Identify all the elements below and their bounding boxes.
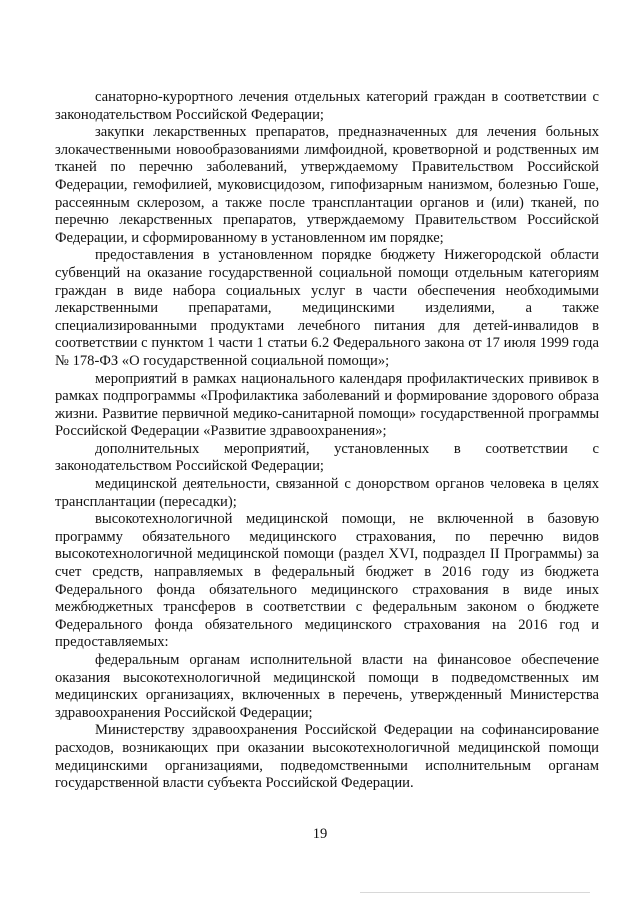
paragraph-2: закупки лекарственных препаратов, предназначенных для лечения больных злокачественными новообразованиями лимфоидной, кроветворной и родственных им тканей по перечню заболеваний, утверждаемому Правительством Российской Федерации, гемофилией, муковисцидозом, гипофизарным нанизмом, болезнью Гоше, рассеянным склерозом, а также после трансплантации органов и (или) тканей, по перечню лекарственных препаратов, утверждаемому Правительством Российской Федерации, и сформированному в установленном им порядке; [55, 124, 599, 246]
page-number: 19 [312, 826, 328, 842]
scan-artifact-line [360, 892, 590, 893]
paragraph-3: предоставления в установленном порядке бюджету Нижегородской области субвенций на оказание государственной социальной помощи отдельным категориям граждан в виде набора социальных услуг в части обеспечения необходимыми лекарственными препаратами, медицинскими изделиями, а также специализированными продуктами лечебного питания для детей-инвалидов в соответствии с пунктом 1 части 1 статьи 6.2 Федерального закона от 17 июля 1999 года № 178-ФЗ «О государственной социальной помощи»; [55, 247, 599, 369]
paragraph-7: высокотехнологичной медицинской помощи, не включенной в базовую программу обязательного медицинского страхования, по перечню видов высокотехнологичной медицинской помощи (раздел XVI, подраздел II Программы) за счет средств, направляемых в федеральный бюджет в 2016 году из бюджета Федерального фонда обязательного медицинского страхования в виде иных межбюджетных трансферов в соответствии с федеральным законом о бюджете Федерального фонда обязательного медицинского страхования на 2016 год и предоставляемых: [55, 511, 599, 651]
paragraph-1: санаторно-курортного лечения отдельных категорий граждан в соответствии с законодательством Российской Федерации; [55, 89, 599, 123]
paragraph-4: мероприятий в рамках национального календаря профилактических прививок в рамках подпрограммы «Профилактика заболеваний и формирование здорового образа жизни. Развитие первичной медико-санитарной помощи» государственной программы Российской Федерации «Развитие здравоохранения»; [55, 370, 599, 440]
paragraph-9: Министерству здравоохранения Российской Федерации на софинансирование расходов, возникающих при оказании высокотехнологичной медицинской помощи медицинскими организациями, подведомственными исполнительным органам государственной власти субъекта Российской Федерации. [55, 722, 599, 792]
paragraph-6: медицинской деятельности, связанной с донорством органов человека в целях трансплантации (пересадки); [55, 476, 599, 510]
document-body [55, 89, 599, 793]
paragraph-5: дополнительных мероприятий, установленных в соответствии с законодательством Российской Федерации; [55, 440, 599, 475]
paragraph-8: федеральным органам исполнительной власти на финансовое обеспечение оказания высокотехнологичной медицинской помощи в подведомственных им медицинских организациях, включенных в перечень, утвержденный Министерства здравоохранения Российской Федерации; [55, 652, 599, 721]
